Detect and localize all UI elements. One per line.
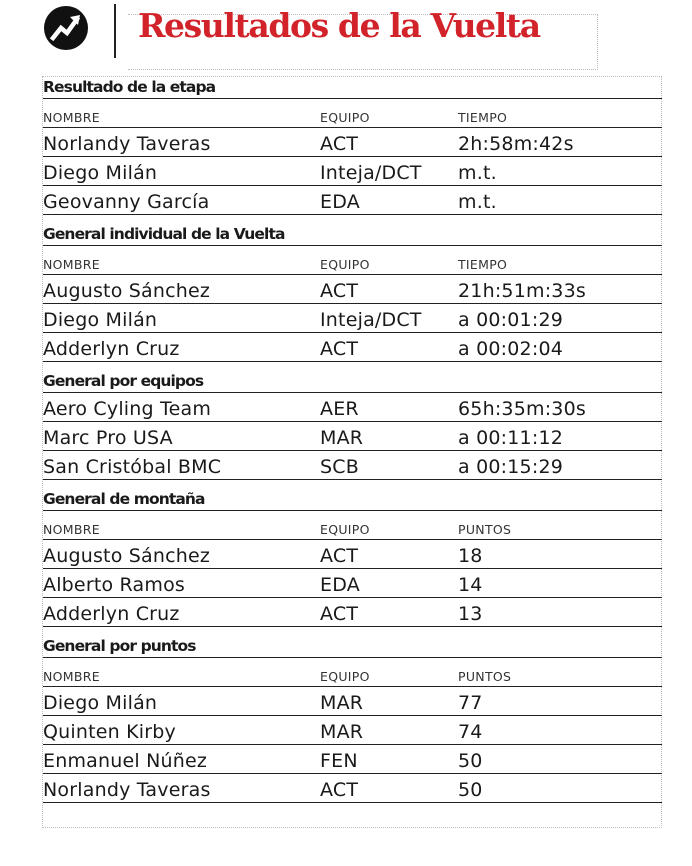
column-header-team: EQUIPO bbox=[320, 522, 370, 537]
column-header-value: PUNTOS bbox=[458, 522, 512, 537]
cell-team: Inteja/DCT bbox=[320, 162, 422, 184]
results-section bbox=[43, 636, 662, 812]
cell-team: EDA bbox=[320, 191, 360, 213]
cell-name: Geovanny García bbox=[43, 191, 210, 213]
cell-name: Norlandy Taveras bbox=[43, 133, 211, 155]
section-spacer bbox=[43, 803, 662, 812]
table-row bbox=[43, 128, 662, 157]
table-row bbox=[43, 422, 662, 451]
cell-value: a 00:02:04 bbox=[458, 338, 564, 360]
cell-value: m.t. bbox=[458, 162, 497, 184]
column-header-value: PUNTOS bbox=[458, 669, 512, 684]
cell-value: 50 bbox=[458, 779, 483, 801]
cell-team: ACT bbox=[320, 545, 359, 567]
cell-name: Augusto Sánchez bbox=[43, 545, 211, 567]
column-header-row bbox=[43, 246, 662, 275]
column-header-name: NOMBRE bbox=[43, 522, 100, 537]
table-row bbox=[43, 598, 662, 627]
column-header-name: NOMBRE bbox=[43, 110, 100, 125]
results-tables bbox=[43, 77, 662, 812]
table-row bbox=[43, 186, 662, 215]
cell-name: Diego Milán bbox=[43, 309, 158, 331]
cell-value: a 00:11:12 bbox=[458, 427, 564, 449]
results-section bbox=[43, 224, 662, 371]
cell-team: ACT bbox=[320, 603, 359, 625]
cell-name: Adderlyn Cruz bbox=[43, 603, 180, 625]
table-row bbox=[43, 333, 662, 362]
table-row bbox=[43, 774, 662, 803]
column-header-name: NOMBRE bbox=[43, 669, 100, 684]
table-row bbox=[43, 687, 662, 716]
cell-team: AER bbox=[320, 398, 359, 420]
cell-name: Diego Milán bbox=[43, 692, 158, 714]
section-title: General por equipos bbox=[43, 371, 662, 393]
section-title: Resultado de la etapa bbox=[43, 77, 662, 99]
table-row bbox=[43, 393, 662, 422]
header-divider bbox=[114, 4, 116, 58]
cell-name: Quinten Kirby bbox=[43, 721, 176, 743]
cell-name: Alberto Ramos bbox=[43, 574, 186, 596]
cell-team: SCB bbox=[320, 456, 359, 478]
page-title: Resultados de la Vuelta bbox=[138, 6, 540, 45]
table-row bbox=[43, 451, 662, 480]
cell-name: Norlandy Taveras bbox=[43, 779, 211, 801]
cell-value: a 00:15:29 bbox=[458, 456, 564, 478]
column-header-row bbox=[43, 658, 662, 687]
cell-value: 65h:35m:30s bbox=[458, 398, 586, 420]
cell-name: Augusto Sánchez bbox=[43, 280, 211, 302]
cell-team: ACT bbox=[320, 338, 359, 360]
section-title: General por puntos bbox=[43, 636, 662, 658]
section-spacer bbox=[43, 627, 662, 636]
cell-team: FEN bbox=[320, 750, 358, 772]
table-row bbox=[43, 275, 662, 304]
section-spacer bbox=[43, 362, 662, 371]
cell-team: EDA bbox=[320, 574, 360, 596]
cell-value: 21h:51m:33s bbox=[458, 280, 586, 302]
column-header-row bbox=[43, 511, 662, 540]
cell-name: Adderlyn Cruz bbox=[43, 338, 180, 360]
cell-name: Aero Cyling Team bbox=[43, 398, 212, 420]
cell-value: 77 bbox=[458, 692, 483, 714]
column-header-name: NOMBRE bbox=[43, 257, 100, 272]
cell-team: MAR bbox=[320, 427, 364, 449]
results-section bbox=[43, 77, 662, 224]
cell-team: ACT bbox=[320, 779, 359, 801]
table-row bbox=[43, 540, 662, 569]
cell-value: a 00:01:29 bbox=[458, 309, 564, 331]
section-spacer bbox=[43, 480, 662, 489]
cell-value: 74 bbox=[458, 721, 483, 743]
cell-team: Inteja/DCT bbox=[320, 309, 422, 331]
cell-value: 14 bbox=[458, 574, 483, 596]
table-row bbox=[43, 745, 662, 774]
cell-value: 13 bbox=[458, 603, 483, 625]
cell-name: Marc Pro USA bbox=[43, 427, 173, 449]
cell-team: MAR bbox=[320, 692, 364, 714]
results-section bbox=[43, 371, 662, 489]
table-row bbox=[43, 569, 662, 598]
column-header-value: TIEMPO bbox=[458, 257, 508, 272]
cell-value: 2h:58m:42s bbox=[458, 133, 574, 155]
results-section bbox=[43, 489, 662, 636]
cell-team: ACT bbox=[320, 133, 359, 155]
cell-value: m.t. bbox=[458, 191, 497, 213]
cell-team: MAR bbox=[320, 721, 364, 743]
cell-value: 18 bbox=[458, 545, 483, 567]
column-header-value: TIEMPO bbox=[458, 110, 508, 125]
column-header-row bbox=[43, 99, 662, 128]
table-row bbox=[43, 716, 662, 745]
section-title: General de montaña bbox=[43, 489, 662, 511]
table-row bbox=[43, 304, 662, 333]
table-row bbox=[43, 157, 662, 186]
section-title: General individual de la Vuelta bbox=[43, 224, 662, 246]
cell-value: 50 bbox=[458, 750, 483, 772]
cell-team: ACT bbox=[320, 280, 359, 302]
page-header bbox=[0, 0, 692, 78]
cell-name: San Cristóbal BMC bbox=[43, 456, 222, 478]
cell-name: Diego Milán bbox=[43, 162, 158, 184]
trending-arrow-icon bbox=[44, 6, 88, 50]
column-header-team: EQUIPO bbox=[320, 110, 370, 125]
column-header-team: EQUIPO bbox=[320, 257, 370, 272]
column-header-team: EQUIPO bbox=[320, 669, 370, 684]
section-spacer bbox=[43, 215, 662, 224]
cell-name: Enmanuel Núñez bbox=[43, 750, 208, 772]
